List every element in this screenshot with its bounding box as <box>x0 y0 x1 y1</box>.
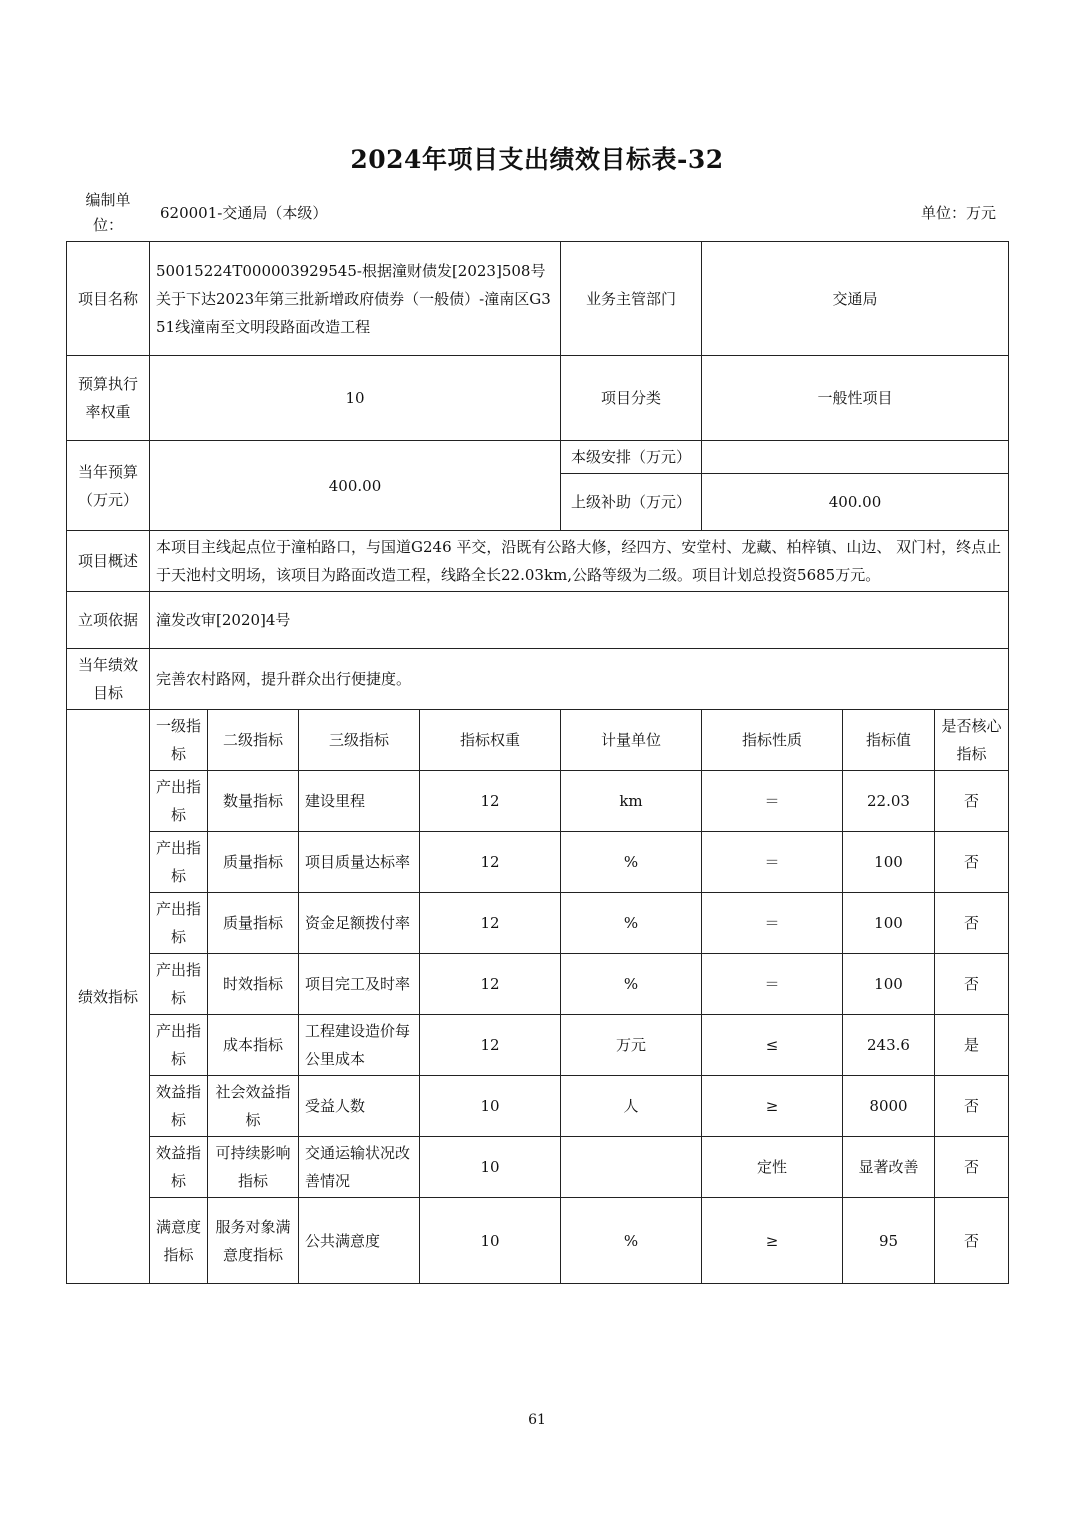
table-row <box>67 1198 1009 1284</box>
row-unit: 人 <box>561 1076 702 1137</box>
row-l1: 效益指标 <box>150 1076 208 1137</box>
row-l1: 产出指标 <box>150 954 208 1015</box>
row-l2: 时效指标 <box>208 954 299 1015</box>
category-value: 一般性项目 <box>702 356 1009 441</box>
row-l3: 工程建设造价每公里成本 <box>299 1015 420 1076</box>
row-l1: 效益指标 <box>150 1137 208 1198</box>
row-core: 否 <box>935 1137 1009 1198</box>
page-title: 2024年项目支出绩效目标表-32 <box>350 145 724 174</box>
table-row <box>67 1015 1009 1076</box>
row-weight: 12 <box>420 1015 561 1076</box>
row-nature: ≤ <box>702 1015 843 1076</box>
project-name-value: 50015224T000003929545-根据潼财债发[2023]508号关于下达2023年第三批新增政府债券（一般债）-潼南区G351线潼南至文明段路面改造工程 <box>150 242 561 356</box>
unit-label: 编制单位： <box>85 191 131 234</box>
row-nature: ＝ <box>702 893 843 954</box>
row-core: 否 <box>935 954 1009 1015</box>
row-nature: ≥ <box>702 1076 843 1137</box>
row-nature: ＝ <box>702 832 843 893</box>
row-l3: 公共满意度 <box>299 1198 420 1284</box>
table-row <box>67 893 1009 954</box>
row-core: 否 <box>935 1076 1009 1137</box>
upper-value: 400.00 <box>702 474 1009 531</box>
row-unit: % <box>561 1198 702 1284</box>
row-weight: 10 <box>420 1198 561 1284</box>
header-nature: 指标性质 <box>702 710 843 771</box>
weight-label: 预算执行率权重 <box>67 356 150 441</box>
row-l1: 产出指标 <box>150 893 208 954</box>
header-l3: 三级指标 <box>299 710 420 771</box>
currency-unit: 单位：万元 <box>920 204 996 222</box>
dept-label: 业务主管部门 <box>561 242 702 356</box>
row-value: 100 <box>843 893 935 954</box>
upper-label: 上级补助（万元） <box>561 474 702 531</box>
row-nature: 定性 <box>702 1137 843 1198</box>
category-label: 项目分类 <box>561 356 702 441</box>
row-l1: 满意度指标 <box>150 1198 208 1284</box>
dept-value: 交通局 <box>702 242 1009 356</box>
row-l2: 质量指标 <box>208 893 299 954</box>
row-l3: 交通运输状况改善情况 <box>299 1137 420 1198</box>
row-l3: 项目完工及时率 <box>299 954 420 1015</box>
overview-value: 本项目主线起点位于潼柏路口，与国道G246 平交，沿既有公路大修，经四方、安堂村、龙藏、柏梓镇、山边、 双门村，终点止于天池村文明场，该项目为路面改造工程，线路全长22.03km,公路等级为二级。项目计划总投资5685万元。 <box>150 531 1009 592</box>
row-l3: 资金足额拨付率 <box>299 893 420 954</box>
row-value: 8000 <box>843 1076 935 1137</box>
row-unit: % <box>561 893 702 954</box>
row-l2: 社会效益指标 <box>208 1076 299 1137</box>
indicators-section-label: 绩效指标 <box>67 710 150 1284</box>
goal-label: 当年绩效目标 <box>67 649 150 710</box>
row-weight: 12 <box>420 954 561 1015</box>
row-core: 否 <box>935 893 1009 954</box>
row-weight: 10 <box>420 1137 561 1198</box>
row-unit <box>561 1137 702 1198</box>
row-l2: 质量指标 <box>208 832 299 893</box>
row-core: 否 <box>935 771 1009 832</box>
row-value: 22.03 <box>843 771 935 832</box>
row-core: 否 <box>935 832 1009 893</box>
row-l3: 项目质量达标率 <box>299 832 420 893</box>
row-value: 95 <box>843 1198 935 1284</box>
row-nature: ＝ <box>702 771 843 832</box>
header-value: 指标值 <box>843 710 935 771</box>
row-value: 243.6 <box>843 1015 935 1076</box>
row-l3: 建设里程 <box>299 771 420 832</box>
header-weight: 指标权重 <box>420 710 561 771</box>
row-l2: 服务对象满意度指标 <box>208 1198 299 1284</box>
row-value: 100 <box>843 954 935 1015</box>
row-l1: 产出指标 <box>150 832 208 893</box>
overview-label: 项目概述 <box>67 531 150 592</box>
performance-table <box>66 241 1009 1284</box>
header-l1: 一级指标 <box>150 710 208 771</box>
table-row <box>67 954 1009 1015</box>
row-l2: 可持续影响指标 <box>208 1137 299 1198</box>
table-row <box>67 1076 1009 1137</box>
row-weight: 12 <box>420 771 561 832</box>
table-row <box>67 832 1009 893</box>
basis-label: 立项依据 <box>67 592 150 649</box>
table-row <box>67 771 1009 832</box>
basis-value: 潼发改审[2020]4号 <box>150 592 1009 649</box>
row-l1: 产出指标 <box>150 1015 208 1076</box>
weight-value: 10 <box>150 356 561 441</box>
row-value: 显著改善 <box>843 1137 935 1198</box>
row-nature: ＝ <box>702 954 843 1015</box>
row-l3: 受益人数 <box>299 1076 420 1137</box>
page-number: 61 <box>528 1412 546 1428</box>
header-core: 是否核心指标 <box>935 710 1009 771</box>
row-l1: 产出指标 <box>150 771 208 832</box>
row-l2: 成本指标 <box>208 1015 299 1076</box>
row-value: 100 <box>843 832 935 893</box>
local-label: 本级安排（万元） <box>561 441 702 474</box>
row-core: 是 <box>935 1015 1009 1076</box>
row-l2: 数量指标 <box>208 771 299 832</box>
header-unit: 计量单位 <box>561 710 702 771</box>
row-weight: 10 <box>420 1076 561 1137</box>
local-value <box>702 441 1009 474</box>
project-name-label: 项目名称 <box>67 242 150 356</box>
row-nature: ≥ <box>702 1198 843 1284</box>
row-unit: km <box>561 771 702 832</box>
row-weight: 12 <box>420 832 561 893</box>
header-l2: 二级指标 <box>208 710 299 771</box>
unit-value: 620001-交通局（本级） <box>160 204 328 222</box>
row-core: 否 <box>935 1198 1009 1284</box>
row-unit: % <box>561 832 702 893</box>
row-unit: % <box>561 954 702 1015</box>
table-row <box>67 1137 1009 1198</box>
budget-label: 当年预算（万元） <box>67 441 150 531</box>
row-weight: 12 <box>420 893 561 954</box>
row-unit: 万元 <box>561 1015 702 1076</box>
budget-value: 400.00 <box>150 441 561 531</box>
goal-value: 完善农村路网，提升群众出行便捷度。 <box>150 649 1009 710</box>
